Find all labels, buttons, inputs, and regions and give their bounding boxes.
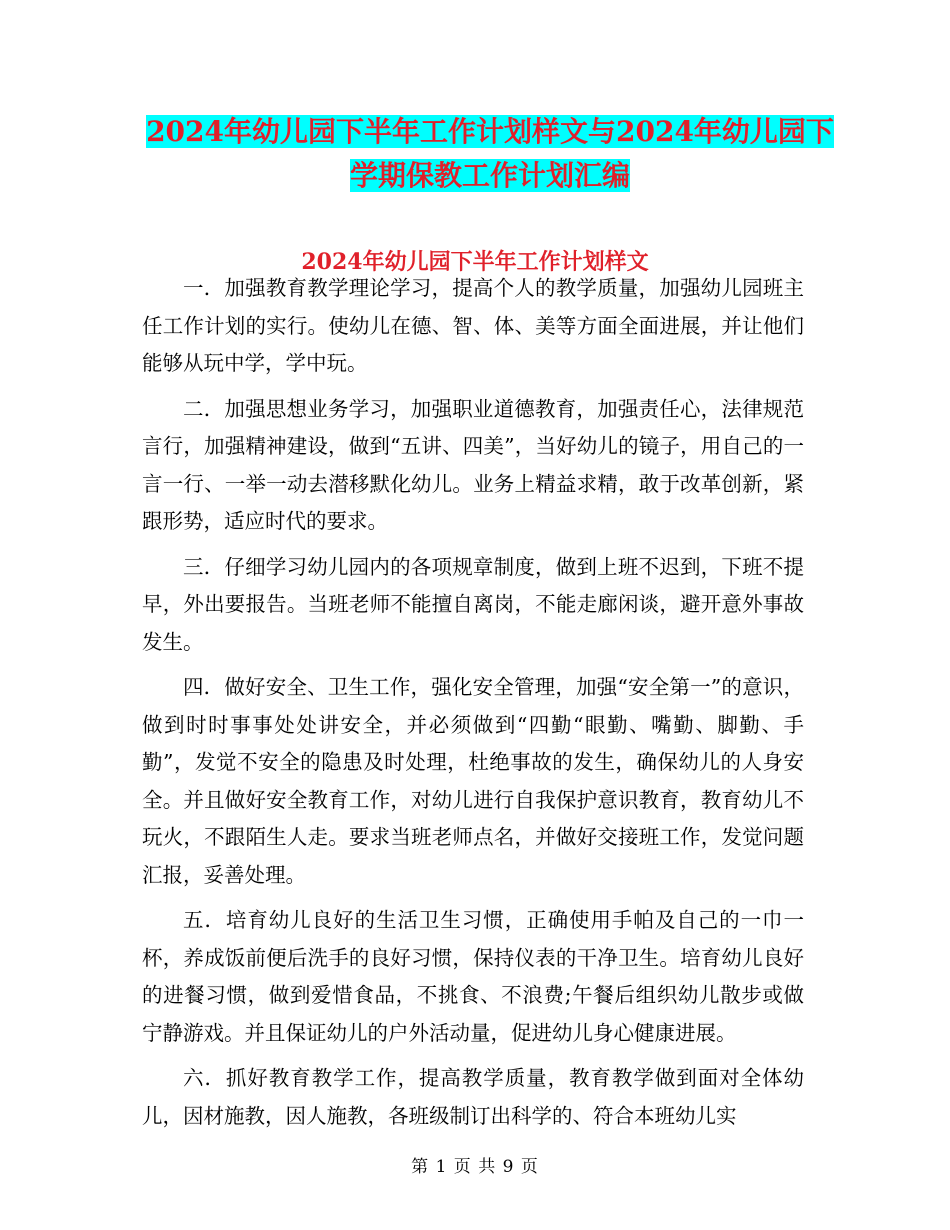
paragraph: 一．加强教育教学理论学习，提高个人的教学质量，加强幼儿园班主任工作计划的实行。使幼儿在德、智、体、美等方面全面进展，并让他们能够从玩中学，学中玩。 [142,276,804,375]
paragraph: 六．抓好教育教学工作，提高教学质量，教育教学做到面对全体幼儿，因材施教，因人施教，各班级制订出科学的、符合本班幼儿实 [142,1066,804,1128]
paragraph: 四．做好安全、卫生工作，强化安全管理，加强“安全第一”的意识，做到时时事事处处讲安全，并必须做到“四勤“眼勤、嘴勤、脚勤、手勤”，发觉不安全的隐患及时处理，杜绝事故的发生，确保幼儿的人身安全。并且做好安全教育工作，对幼儿进行自我保护意识教育，教育幼儿不玩火，不跟陌生人走。要求当班老师点名，并做好交接班工作，发觉问题汇报，妥善处理。 [142,675,804,887]
section-title: 2024年幼儿园下半年工作计划样文 [301,249,649,275]
page-footer: 第 1 页 共 9 页 [411,1157,539,1177]
paragraph: 三．仔细学习幼儿园内的各项规章制度，做到上班不迟到，下班不提早，外出要报告。当班老师不能擅自离岗，不能走廊闲谈，避开意外事故发生。 [142,554,804,654]
document-body [142,270,804,1143]
paragraph: 二．加强思想业务学习，加强职业道德教育，加强责任心，法律规范言行，加强精神建设，做到“五讲、四美”，当好幼儿的镜子，用自己的一言一行、一举一动去潜移默化幼儿。业务上精益求精，敢于改革创新，紧跟形势，适应时代的要求。 [142,396,804,533]
paragraph: 五．培育幼儿良好的生活卫生习惯，正确使用手帕及自己的一巾一杯，养成饭前便后洗手的良好习惯，保持仪表的干净卫生。培育幼儿良好的进餐习惯，做到爱惜食品，不挑食、不浪费;午餐后组织幼儿散步或做宁静游戏。并且保证幼儿的户外活动量，促进幼儿身心健康进展。 [142,908,804,1045]
document-title-line-2: 学期保教工作计划汇编 [349,159,630,192]
document-title [140,110,840,198]
document-title-line-1: 2024年幼儿园下半年工作计划样文与2024年幼儿园下 [146,115,834,148]
